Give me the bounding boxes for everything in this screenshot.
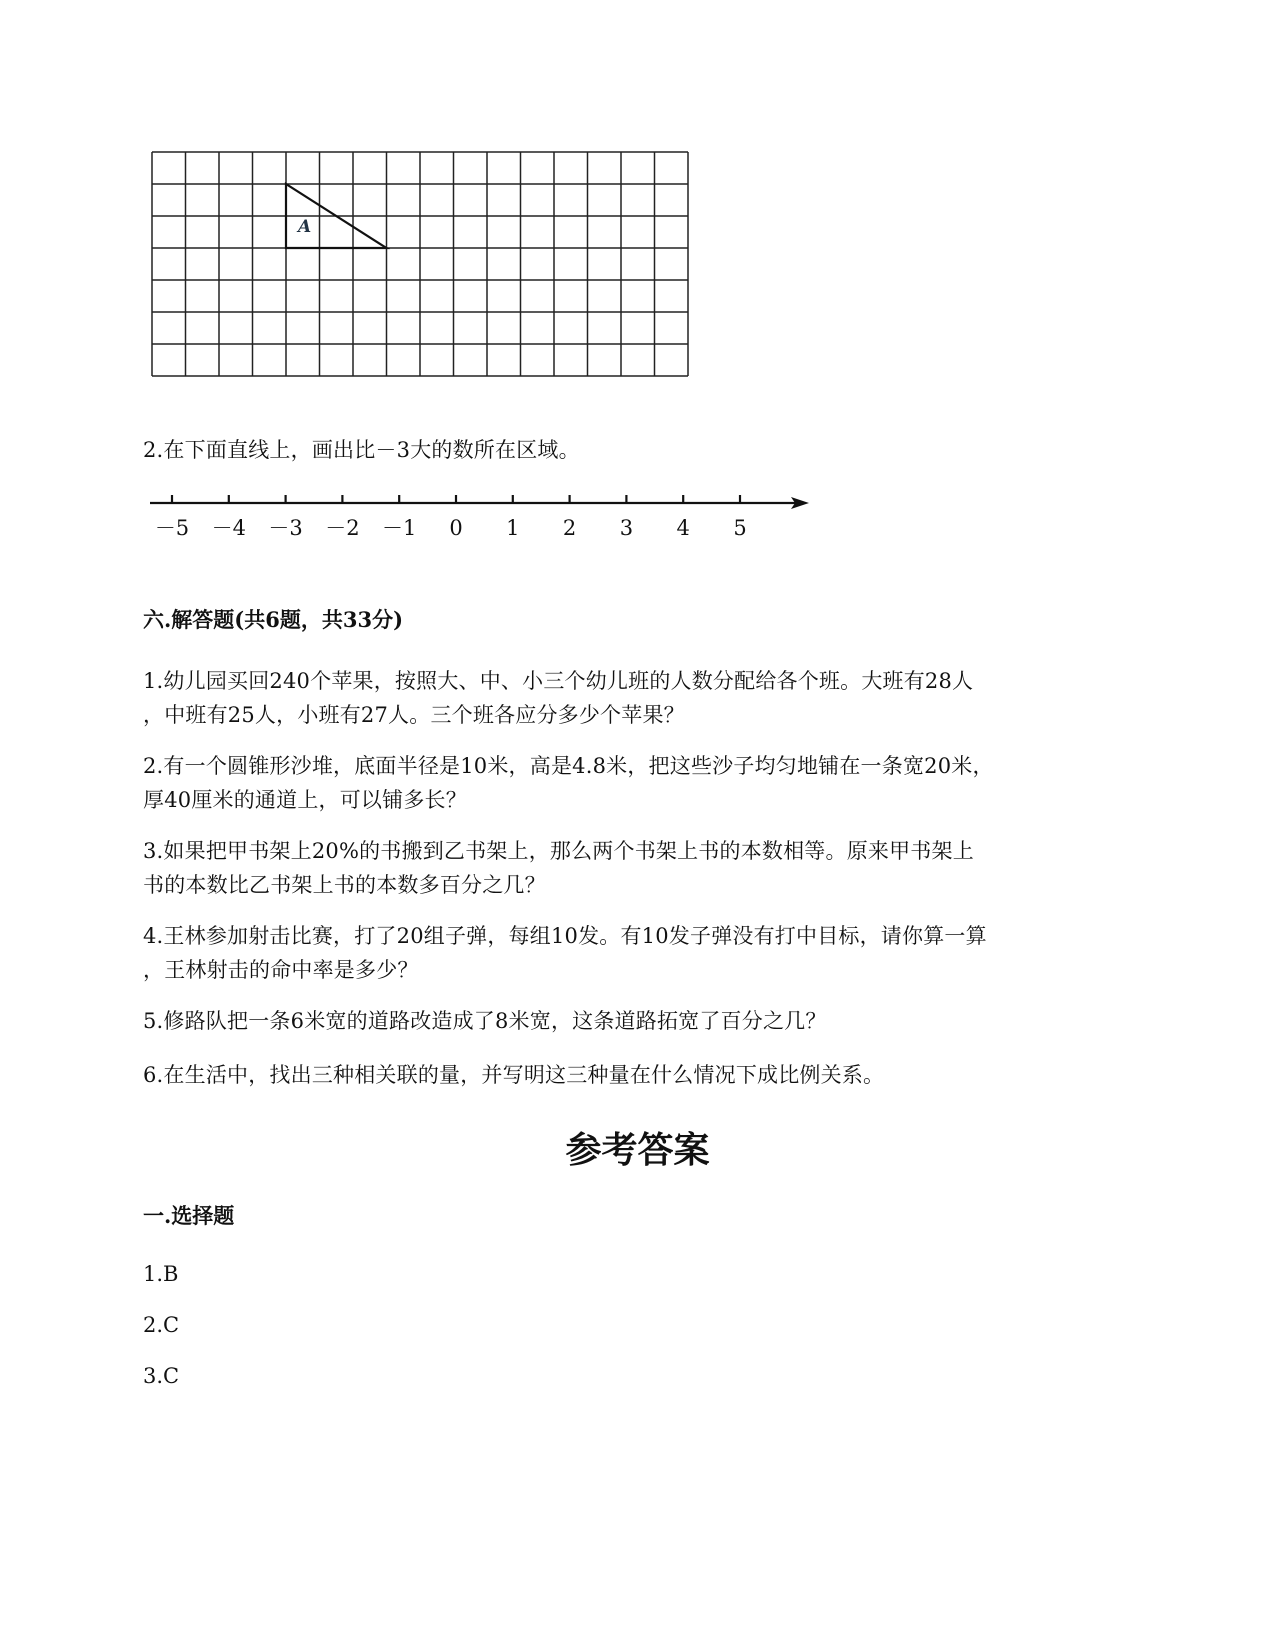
question-2-line-2: 厚40厘米的通道上，可以铺多长？ — [143, 788, 467, 812]
number-line — [145, 488, 820, 548]
question-3-line-1: 3.如果把甲书架上20%的书搬到乙书架上，那么两个书架上书的本数相等。原来甲书架上 — [143, 839, 974, 863]
number-line-tick-label: －5 — [154, 516, 190, 540]
question-2 — [143, 749, 994, 817]
question-3-line-2: 书的本数比乙书架上书的本数多百分之几？ — [143, 873, 546, 897]
question-2-line-1: 2.有一个圆锥形沙堆，底面半径是10米，高是4.8米，把这些沙子均匀地铺在一条宽20米， — [143, 754, 994, 778]
question-1 — [143, 664, 973, 732]
question-6 — [143, 1058, 884, 1092]
number-line-tick-label: －4 — [211, 516, 246, 540]
number-line-tick-label: 2 — [562, 516, 577, 540]
numberline-question: 2.在下面直线上，画出比－3大的数所在区域。 — [143, 438, 580, 462]
number-line-tick-label: －1 — [382, 516, 417, 540]
question-5 — [143, 1004, 827, 1038]
answer-item: 1.B — [143, 1262, 179, 1286]
question-6-line-1: 6.在生活中，找出三种相关联的量，并写明这三种量在什么情况下成比例关系。 — [143, 1063, 885, 1087]
number-line-tick-label: －2 — [325, 516, 360, 540]
answer-item: 2.C — [143, 1313, 180, 1337]
question-1-line-1: 1.幼儿园买回240个苹果，按照大、中、小三个幼儿班的人数分配给各个班。大班有28人 — [143, 669, 974, 693]
triangle-label: A — [298, 217, 312, 237]
question-4-line-1: 4.王林参加射击比赛，打了20组子弹，每组10发。有10发子弹没有打中目标，请你算一算 — [143, 924, 987, 948]
section-six-title: 六.解答题(共6题，共33分) — [143, 607, 404, 632]
number-line-tick-label: 1 — [506, 516, 520, 540]
number-line-tick-label: 3 — [619, 516, 634, 540]
answers-title: 参考答案 — [565, 1129, 710, 1171]
answer-item: 3.C — [143, 1364, 180, 1388]
answers-section-one-title: 一.选择题 — [143, 1203, 235, 1228]
number-line-tick-label: 4 — [676, 516, 690, 540]
question-1-line-2: ，中班有25人，小班有27人。三个班各应分多少个苹果？ — [143, 703, 685, 727]
grid-figure — [150, 150, 695, 380]
question-5-line-1: 5.修路队把一条6米宽的道路改造成了8米宽，这条道路拓宽了百分之几？ — [143, 1009, 827, 1033]
number-line-tick-label: 0 — [449, 516, 463, 540]
number-line-tick-label: －3 — [268, 516, 303, 540]
number-line-tick-label: 5 — [733, 516, 747, 540]
question-3 — [143, 834, 974, 902]
question-4-line-2: ，王林射击的命中率是多少？ — [143, 958, 419, 982]
question-4 — [143, 919, 987, 987]
